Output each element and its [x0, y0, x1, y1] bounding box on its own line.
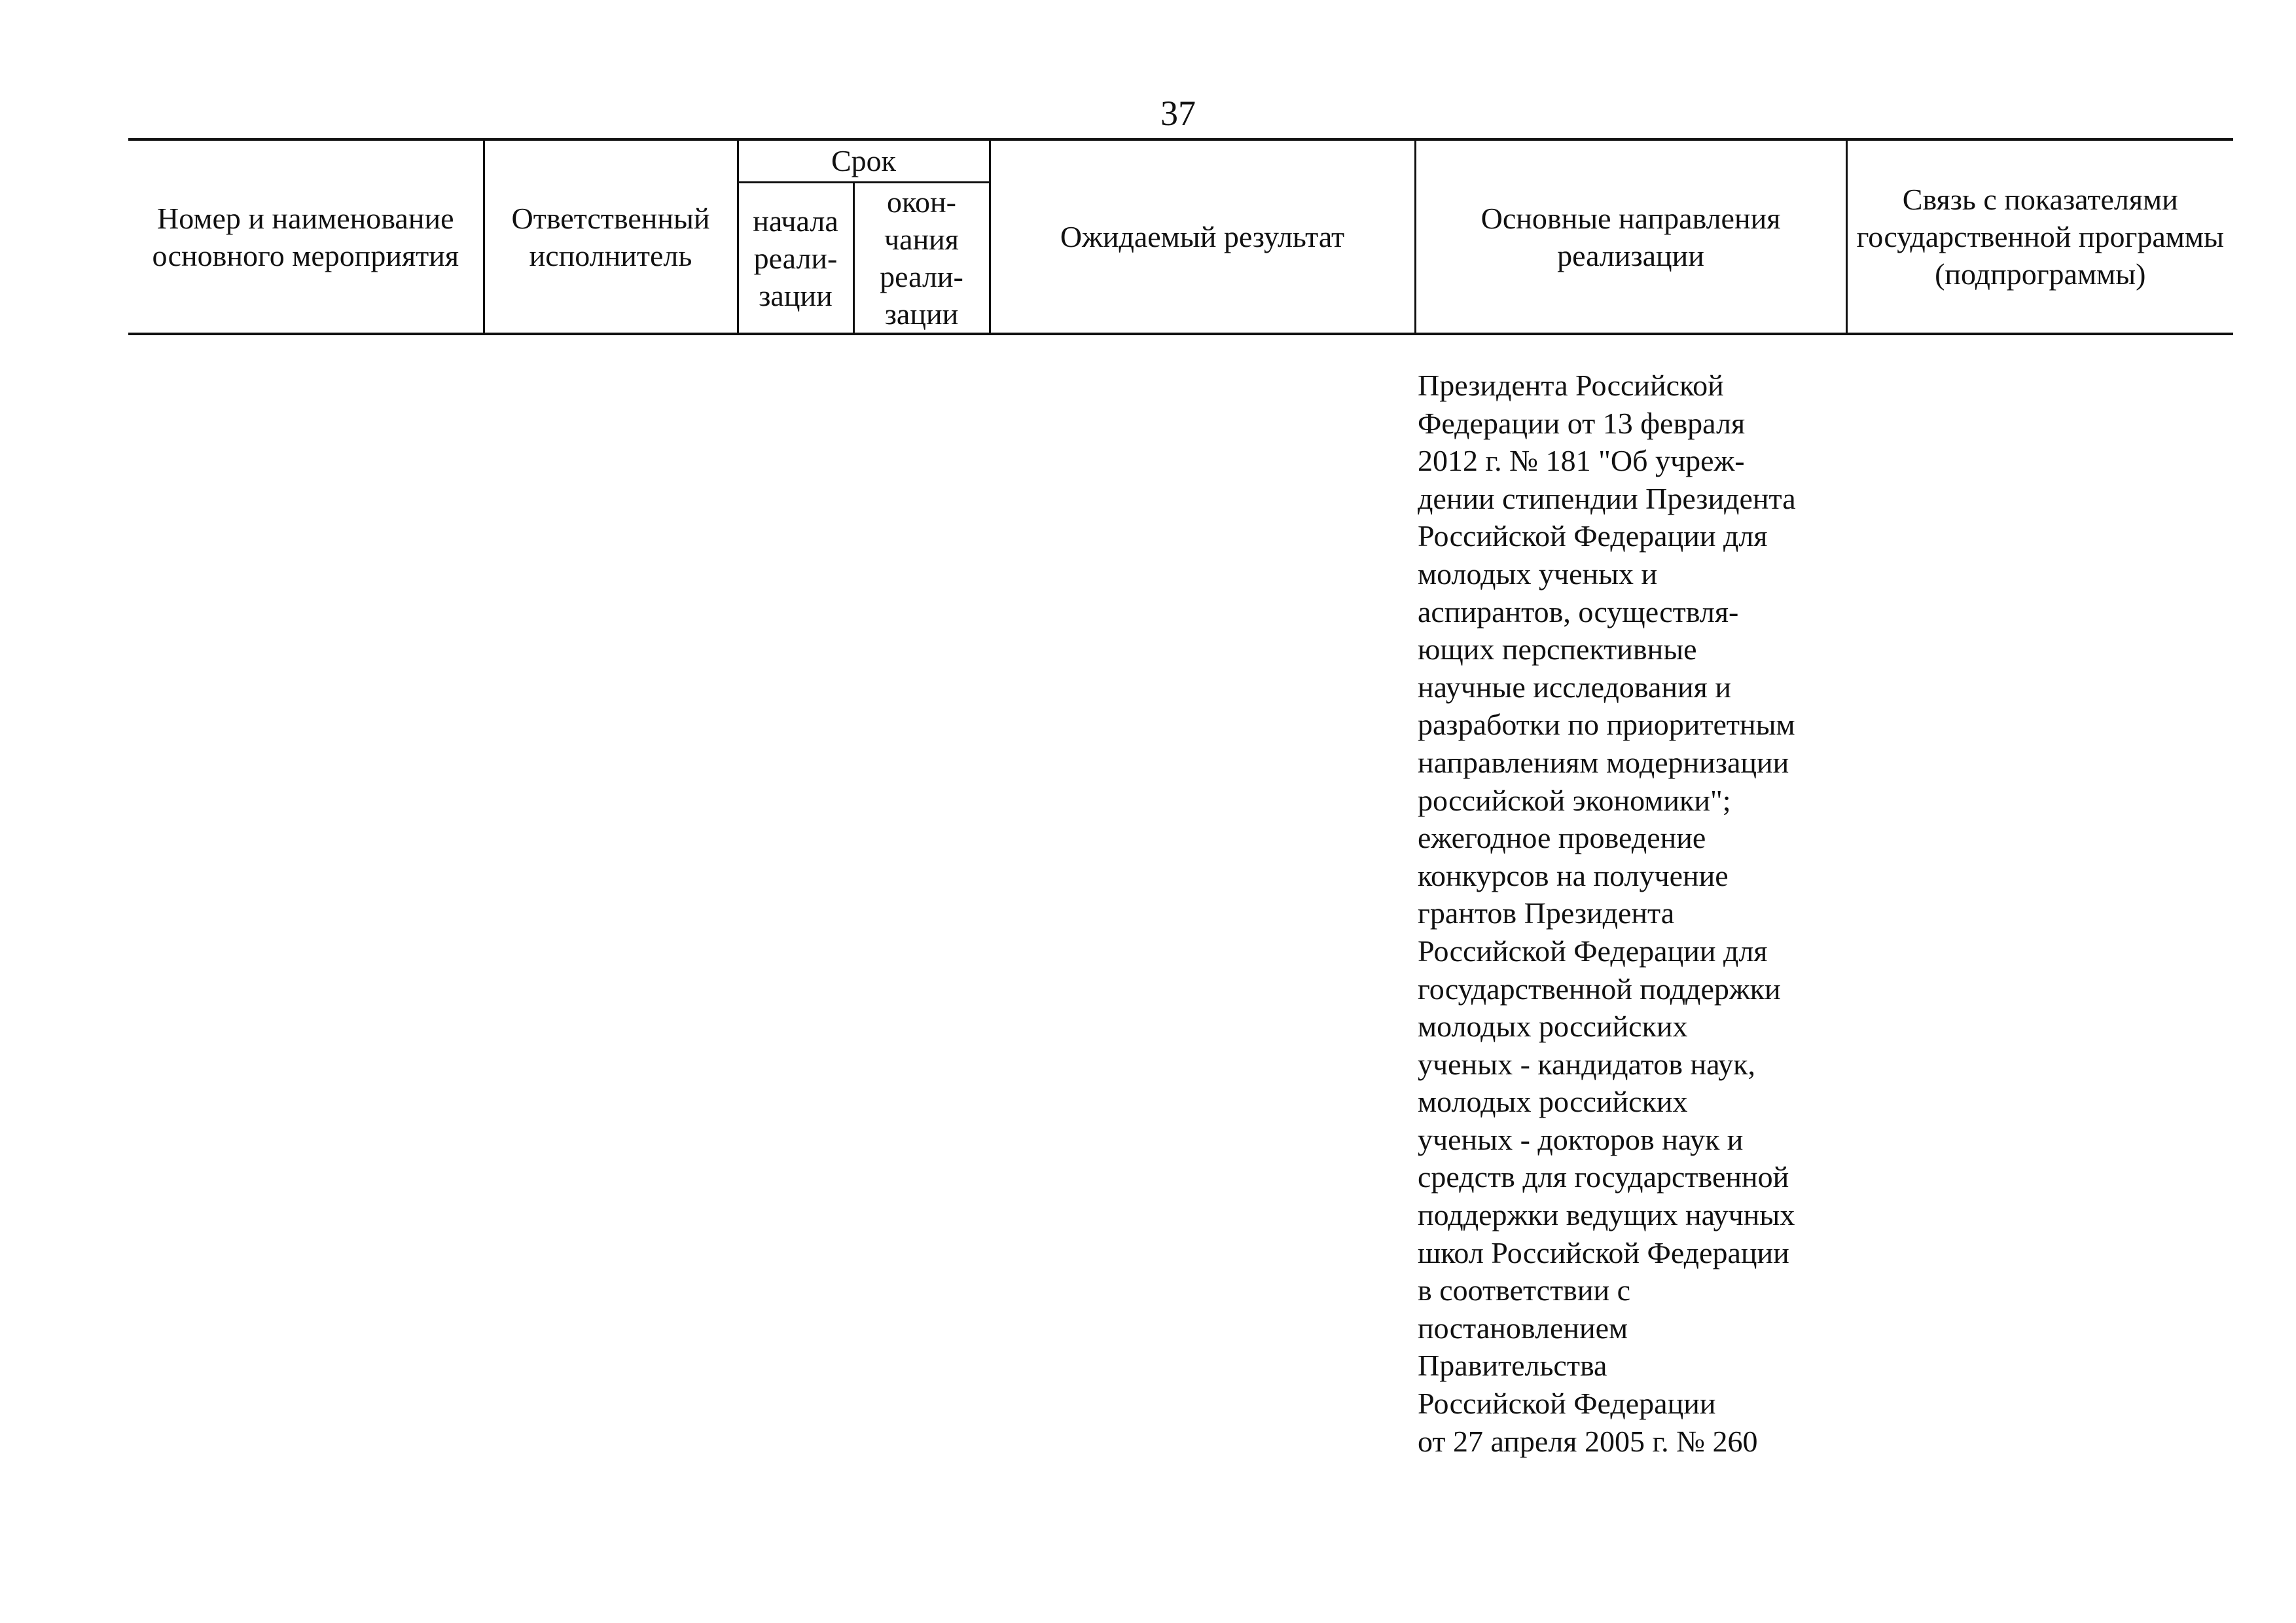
header-activity: Номер и наименование основного мероприятия: [128, 139, 484, 334]
header-executor: Ответственный исполнитель: [484, 139, 738, 334]
main-directions-continuation-text: Президента Российской Федерации от 13 февраля 2012 г. № 181 "Об учреж- дении стипендии Президента Российской Федерации для молодых ученых и аспирантов, осуществля- ющих перспективные научные исследования и разработки по приоритетным направлениям модернизации российской экономики"; ежегодное проведение конкурсов на получение грантов Президента Российской Федерации для государственной поддержки молодых российских ученых - кандидатов наук, молодых российских ученых - докторов наук и средств для государственной поддержки ведущих научных школ Российской Федерации в соответствии с постановлением Правительства Российской Федерации от 27 апреля 2005 г. № 260: [1418, 369, 1796, 1458]
page-number: 37: [1160, 94, 1196, 133]
header-term-start: начала реали- зации: [738, 183, 853, 335]
header-term: Срок: [738, 139, 990, 183]
header-indicators-link: Связь с показателями государственной программы (подпрограммы): [1846, 139, 2233, 334]
activities-table-header: [128, 138, 2233, 335]
header-expected-result: Ожидаемый результат: [990, 139, 1415, 334]
header-term-end: окон- чания реали- зации: [853, 183, 990, 335]
header-main-directions: Основные направления реализации: [1415, 139, 1846, 334]
